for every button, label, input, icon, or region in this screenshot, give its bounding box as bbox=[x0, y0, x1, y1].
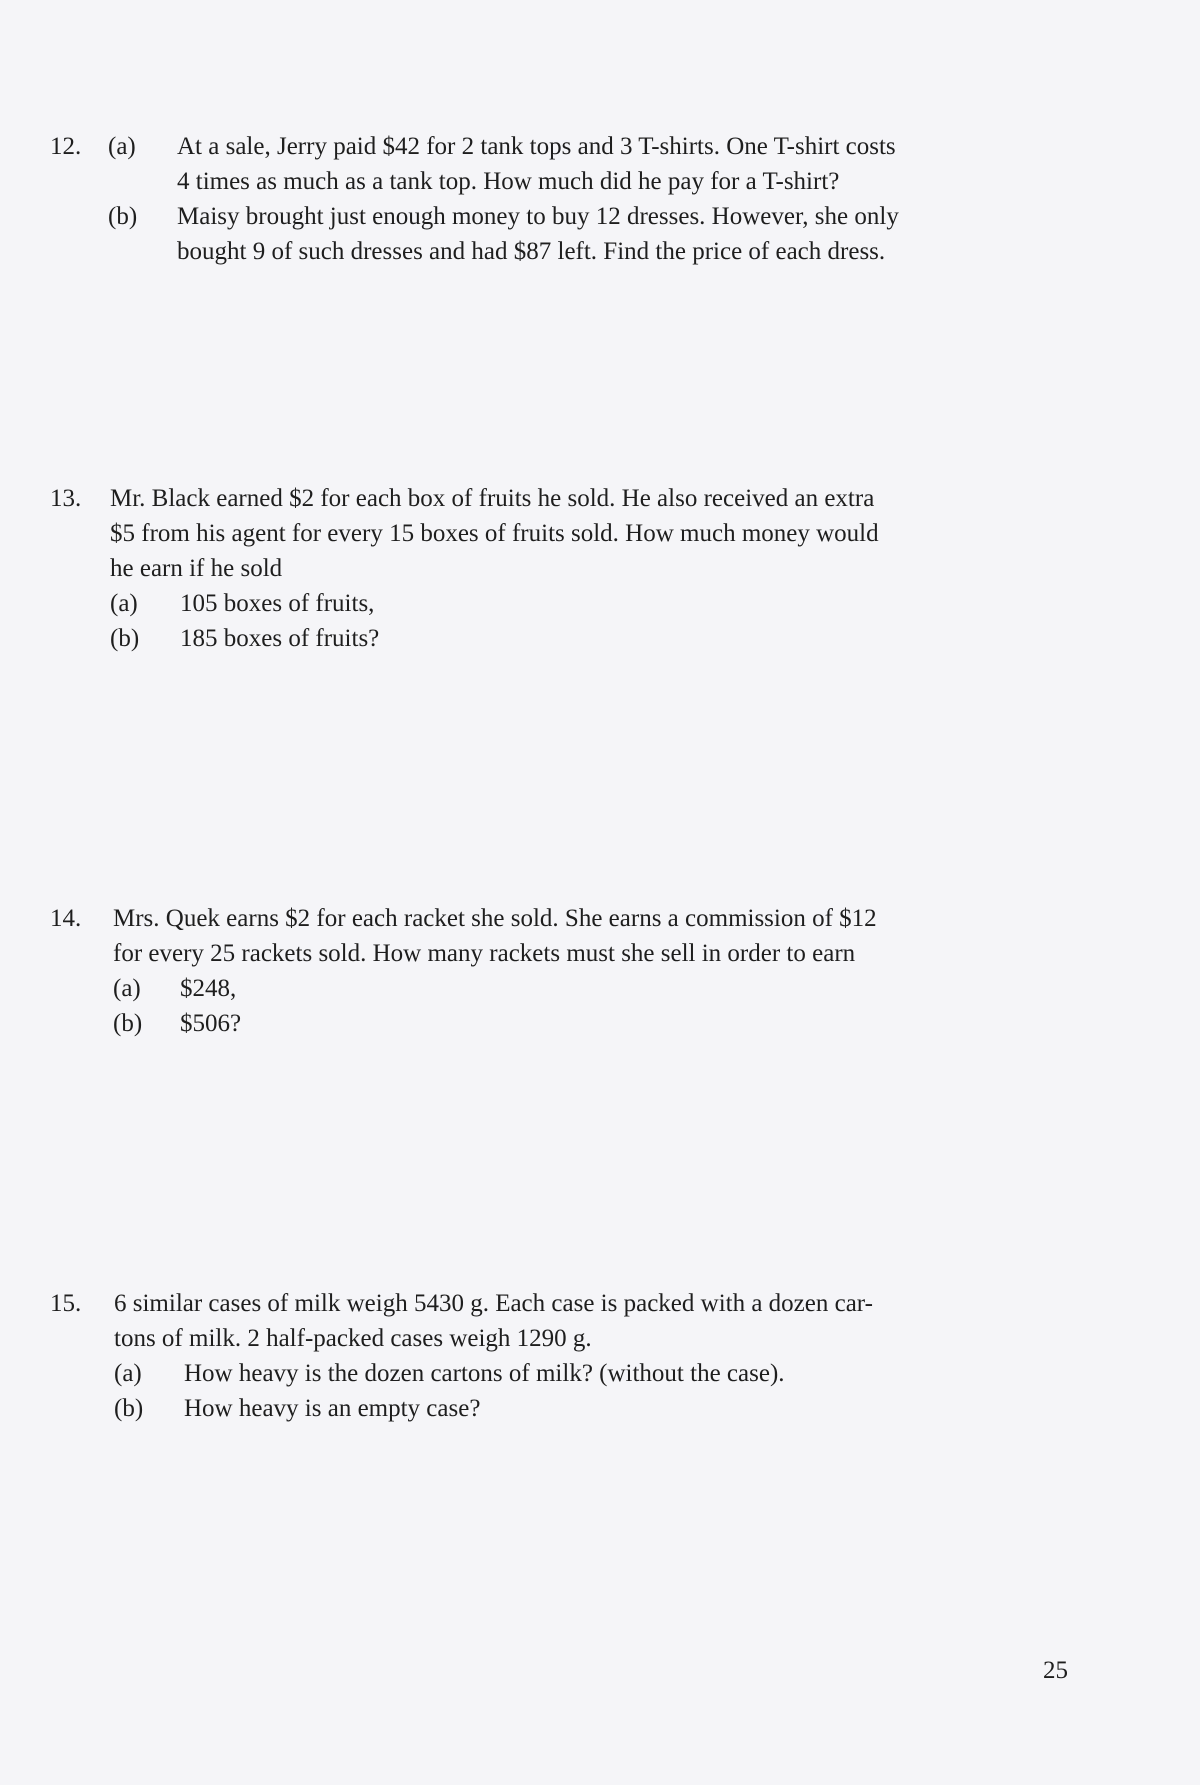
question-number: 14. bbox=[50, 905, 82, 932]
question-number: 15. bbox=[50, 1290, 82, 1317]
question-text-line: At a sale, Jerry paid $42 for 2 tank tops and 3 T-shirts. One T-shirt costs bbox=[177, 133, 896, 160]
question-number: 12. bbox=[50, 133, 82, 160]
page-number: 25 bbox=[1043, 1657, 1068, 1684]
question-text-line: 6 similar cases of milk weigh 5430 g. Each case is packed with a dozen car- bbox=[114, 1290, 873, 1317]
question-text-line: bought 9 of such dresses and had $87 left. Find the price of each dress. bbox=[177, 238, 886, 265]
part-label: (b) bbox=[113, 1010, 143, 1037]
part-label: (a) bbox=[110, 590, 138, 617]
question-number: 13. bbox=[50, 485, 82, 512]
part-label: (b) bbox=[110, 625, 140, 652]
part-text: How heavy is an empty case? bbox=[184, 1395, 481, 1422]
question-text-line: Mrs. Quek earns $2 for each racket she sold. She earns a commission of $12 bbox=[113, 905, 877, 932]
question-text-line: Maisy brought just enough money to buy 12 dresses. However, she only bbox=[177, 203, 899, 230]
part-text: 105 boxes of fruits, bbox=[180, 590, 375, 617]
part-text: $506? bbox=[180, 1010, 242, 1037]
part-label: (a) bbox=[108, 133, 136, 160]
part-text: $248, bbox=[180, 975, 237, 1002]
part-label: (a) bbox=[114, 1360, 142, 1387]
part-label: (b) bbox=[108, 203, 138, 230]
question-text-line: Mr. Black earned $2 for each box of fruits he sold. He also received an extra bbox=[110, 485, 875, 512]
question-text-line: $5 from his agent for every 15 boxes of fruits sold. How much money would bbox=[110, 520, 879, 547]
part-label: (b) bbox=[114, 1395, 144, 1422]
question-text-line: he earn if he sold bbox=[110, 555, 283, 582]
question-text-line: tons of milk. 2 half-packed cases weigh 1290 g. bbox=[114, 1325, 592, 1352]
part-text: How heavy is the dozen cartons of milk? (without the case). bbox=[184, 1360, 785, 1387]
question-text-line: for every 25 rackets sold. How many rackets must she sell in order to earn bbox=[113, 940, 856, 967]
part-label: (a) bbox=[113, 975, 141, 1002]
question-text-line: 4 times as much as a tank top. How much did he pay for a T-shirt? bbox=[177, 168, 840, 195]
part-text: 185 boxes of fruits? bbox=[180, 625, 380, 652]
